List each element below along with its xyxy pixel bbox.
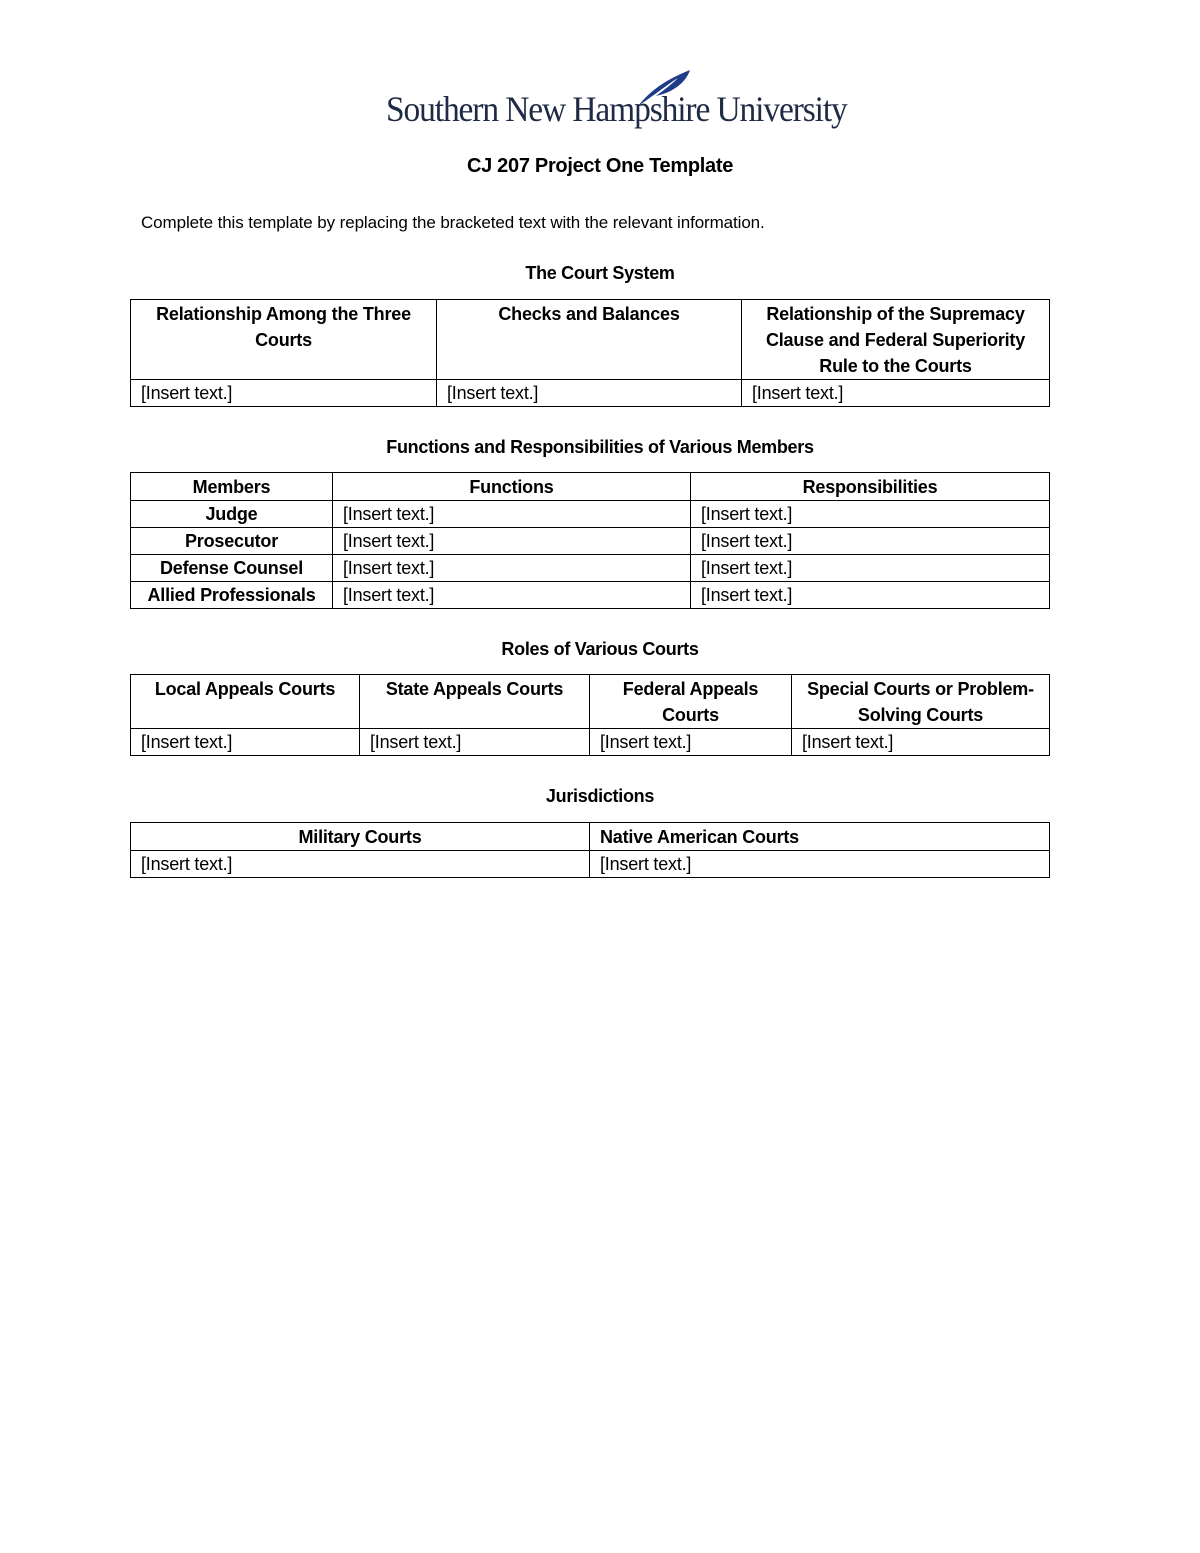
table-header-row: [131, 473, 1050, 501]
table-cell[interactable]: [Insert text.]: [131, 380, 437, 407]
table-row: [131, 501, 1050, 528]
table-cell[interactable]: [Insert text.]: [691, 582, 1050, 609]
instructions-text: Complete this template by replacing the bracketed text with the relevant information.: [141, 213, 765, 232]
column-header: State Appeals Courts: [360, 675, 590, 729]
column-header: Local Appeals Courts: [131, 675, 360, 729]
column-header: Military Courts: [131, 823, 590, 851]
member-label: Prosecutor: [131, 528, 333, 555]
table-cell[interactable]: [Insert text.]: [742, 380, 1050, 407]
member-label: Allied Professionals: [131, 582, 333, 609]
column-header: Responsibilities: [691, 473, 1050, 501]
table-header-row: [131, 823, 1050, 851]
table-cell[interactable]: [Insert text.]: [131, 729, 360, 756]
functions-heading: Functions and Responsibilities of Various Members: [386, 437, 814, 457]
table-row: [131, 380, 1050, 407]
court-system-table: [130, 299, 1050, 407]
table-cell[interactable]: [Insert text.]: [691, 501, 1050, 528]
column-header: Functions: [333, 473, 691, 501]
table-cell[interactable]: [Insert text.]: [590, 851, 1050, 878]
table-cell[interactable]: [Insert text.]: [333, 501, 691, 528]
table-row: [131, 528, 1050, 555]
jurisdictions-heading: Jurisdictions: [545, 786, 655, 806]
table-cell[interactable]: [Insert text.]: [333, 528, 691, 555]
table-row: [131, 851, 1050, 878]
table-cell[interactable]: [Insert text.]: [437, 380, 742, 407]
table-cell[interactable]: [Insert text.]: [792, 729, 1050, 756]
roles-table: [130, 674, 1050, 756]
table-cell[interactable]: [Insert text.]: [590, 729, 792, 756]
member-label: Defense Counsel: [131, 555, 333, 582]
court-system-heading: The Court System: [525, 263, 675, 283]
functions-table: [130, 472, 1050, 609]
table-row: [131, 555, 1050, 582]
table-header-row: [131, 300, 1050, 380]
column-header: Federal Appeals Courts: [590, 675, 792, 729]
table-cell[interactable]: [Insert text.]: [691, 555, 1050, 582]
column-header: Special Courts or Problem-Solving Courts: [792, 675, 1050, 729]
table-cell[interactable]: [Insert text.]: [691, 528, 1050, 555]
member-label: Judge: [131, 501, 333, 528]
table-cell[interactable]: [Insert text.]: [360, 729, 590, 756]
table-row: [131, 729, 1050, 756]
table-header-row: [131, 675, 1050, 729]
university-logo: [386, 68, 847, 138]
logo-wordmark: Southern New Hampshire University: [386, 89, 847, 129]
column-header: Native American Courts: [590, 823, 1050, 851]
column-header: Members: [131, 473, 333, 501]
table-cell[interactable]: [Insert text.]: [333, 555, 691, 582]
column-header: Relationship of the Supremacy Clause and Federal Superiority Rule to the Courts: [742, 300, 1050, 380]
jurisdictions-table: [130, 822, 1050, 878]
table-cell[interactable]: [Insert text.]: [131, 851, 590, 878]
table-row: [131, 582, 1050, 609]
table-cell[interactable]: [Insert text.]: [333, 582, 691, 609]
roles-heading: Roles of Various Courts: [501, 639, 699, 659]
document-title: CJ 207 Project One Template: [466, 155, 734, 177]
column-header: Relationship Among the Three Courts: [131, 300, 437, 380]
column-header: Checks and Balances: [437, 300, 742, 380]
